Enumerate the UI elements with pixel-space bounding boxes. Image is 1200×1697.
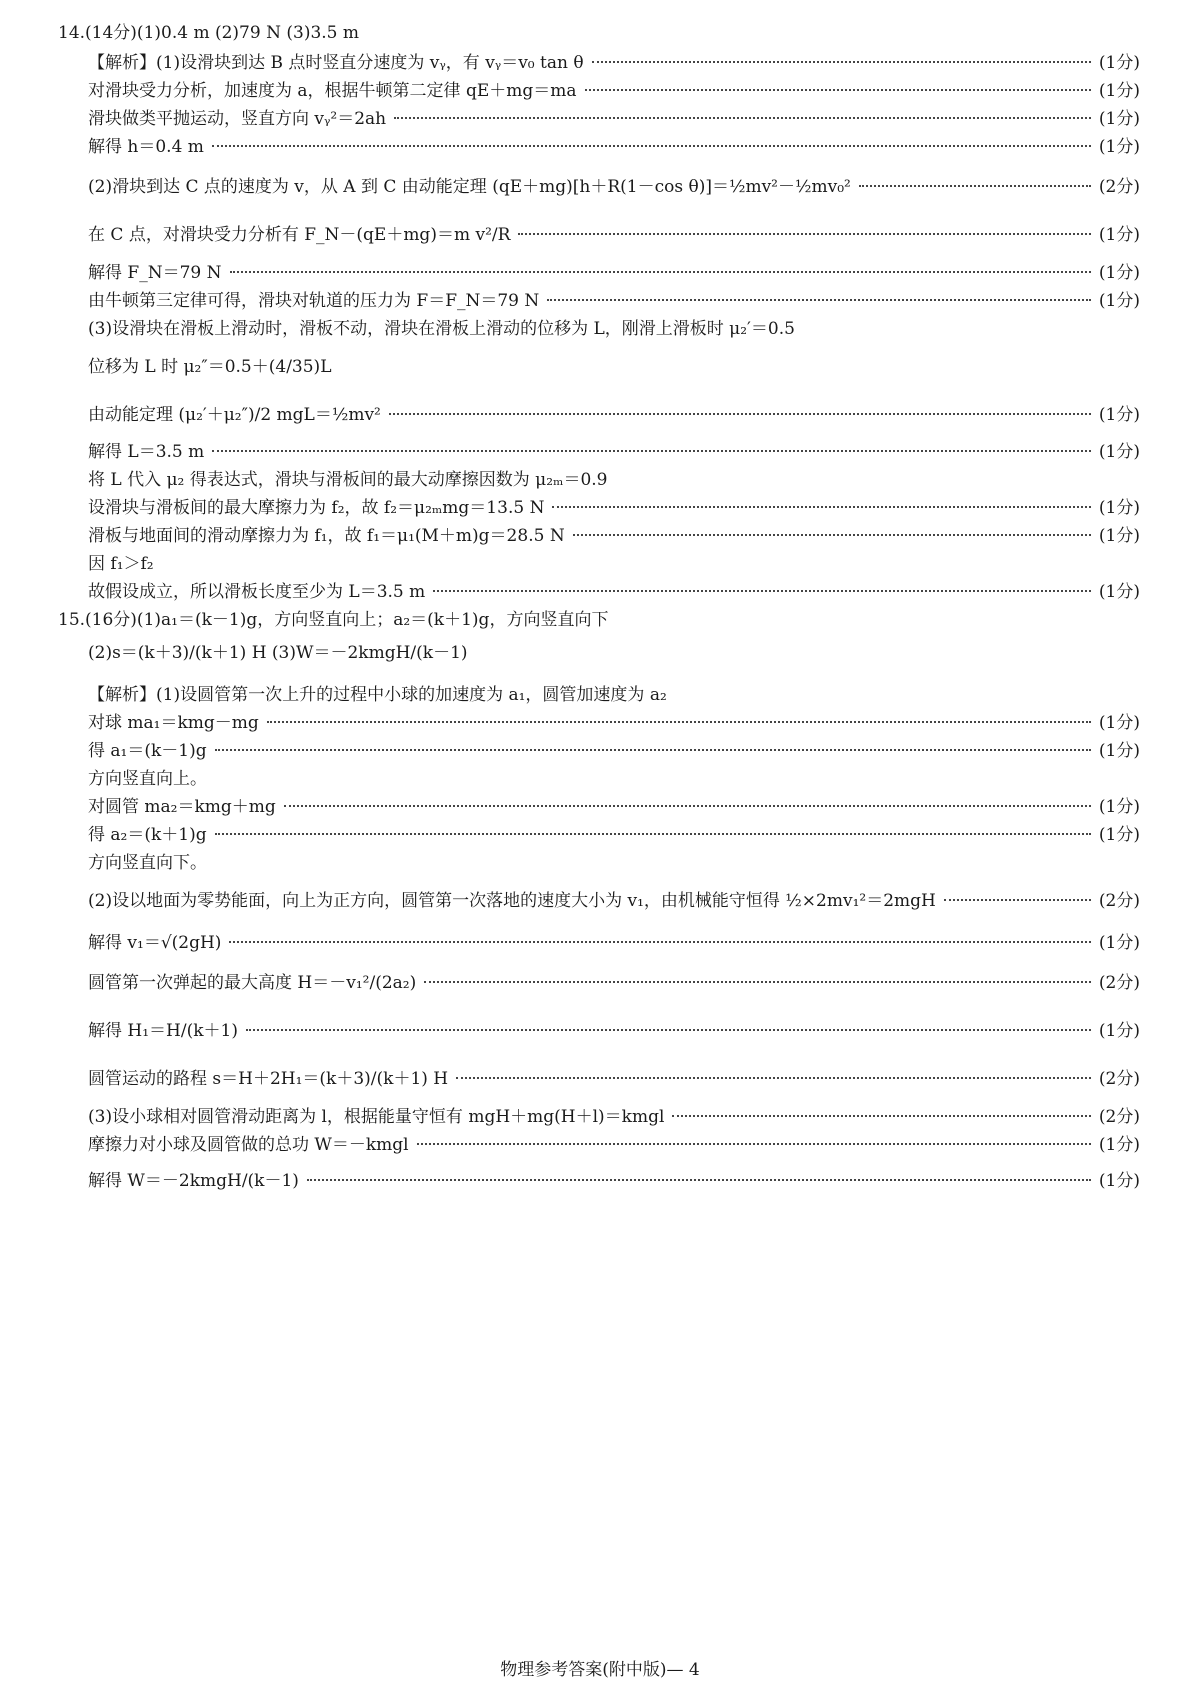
q15-line-2: 对球 ma₁＝kmg－mg (1分) [88,713,1140,733]
q14-line-11: 由动能定理 (μ₂′＋μ₂″)/2 mgL＝½mv² (1分) [88,405,1140,425]
q14-line-12: 解得 L＝3.5 m (1分) [88,442,1140,462]
q15-line-7: 方向竖直向下。 [88,853,207,873]
q14-line-4: 解得 h＝0.4 m (1分) [88,137,1140,157]
q15-line-3: 得 a₁＝(k－1)g (1分) [88,741,1140,761]
page-footer: 物理参考答案(附中版)— 4 [500,1660,700,1680]
q15-line-8: (2)设以地面为零势能面，向上为正方向，圆管第一次落地的速度大小为 v₁，由机械能守恒得 ½×2mv₁²＝2mgH (2分) [88,891,1140,911]
q14-line-6: 在 C 点，对滑块受力分析有 F_N－(qE＋mg)＝m v²/R (1分) [88,225,1140,245]
q15-header: 15.(16分)(1)a₁＝(k－1)g，方向竖直向上；a₂＝(k＋1)g，方向竖直向下 [58,610,609,630]
q15-line-6: 得 a₂＝(k＋1)g (1分) [88,825,1140,845]
q14-line-8: 由牛顿第三定律可得，滑块对轨道的压力为 F＝F_N＝79 N (1分) [88,291,1140,311]
q15-line-10: 圆管第一次弹起的最大高度 H＝－v₁²/(2a₂) (2分) [88,973,1140,993]
q14-line-5: (2)滑块到达 C 点的速度为 v，从 A 到 C 由动能定理 (qE＋mg)[h＋R(1－cos θ)]＝½mv²－½mv₀² (2分) [88,177,1140,197]
q14-line-3: 滑块做类平抛运动，竖直方向 vᵧ²＝2ah (1分) [88,109,1140,129]
q14-line-1: 【解析】(1)设滑块到达 B 点时竖直分速度为 vᵧ，有 vᵧ＝v₀ tan θ (1分) [88,53,1140,73]
q15-line-4: 方向竖直向上。 [88,769,207,789]
q15-line-9: 解得 v₁＝√(2gH) (1分) [88,933,1140,953]
q14-line-10: 位移为 L 时 μ₂″＝0.5＋(4/35)L [88,357,332,377]
q15-line-11: 解得 H₁＝H/(k＋1) (1分) [88,1021,1140,1041]
q15-line-12: 圆管运动的路程 s＝H＋2H₁＝(k＋3)/(k＋1) H (2分) [88,1069,1140,1089]
q15-line-14: 摩擦力对小球及圆管做的总功 W＝－kmgl (1分) [88,1135,1140,1155]
q15-line-5: 对圆管 ma₂＝kmg＋mg (1分) [88,797,1140,817]
q14-header: 14.(14分)(1)0.4 m (2)79 N (3)3.5 m [58,23,360,43]
q14-line-9: (3)设滑块在滑板上滑动时，滑板不动，滑块在滑板上滑动的位移为 L，刚滑上滑板时 μ₂′＝0.5 [88,319,795,339]
q15-line-15: 解得 W＝－2kmgH/(k－1) (1分) [88,1171,1140,1191]
q14-line-17: 故假设成立，所以滑板长度至少为 L＝3.5 m (1分) [88,582,1140,602]
q14-line-2: 对滑块受力分析，加速度为 a，根据牛顿第二定律 qE＋mg＝ma (1分) [88,81,1140,101]
q14-line-15: 滑板与地面间的滑动摩擦力为 f₁，故 f₁＝μ₁(M＋m)g＝28.5 N (1分) [88,526,1140,546]
q14-line-13: 将 L 代入 μ₂ 得表达式，滑块与滑板间的最大动摩擦因数为 μ₂ₘ＝0.9 [88,470,608,490]
q15-line-1: 【解析】(1)设圆管第一次上升的过程中小球的加速度为 a₁，圆管加速度为 a₂ [88,685,667,705]
q14-line-7: 解得 F_N＝79 N (1分) [88,263,1140,283]
q15-line-13: (3)设小球相对圆管滑动距离为 l，根据能量守恒有 mgH＋mg(H＋l)＝kmgl (2分) [88,1107,1140,1127]
q14-line-14: 设滑块与滑板间的最大摩擦力为 f₂，故 f₂＝μ₂ₘmg＝13.5 N (1分) [88,498,1140,518]
q14-line-16: 因 f₁＞f₂ [88,554,154,574]
q15-subheader: (2)s＝(k＋3)/(k＋1) H (3)W＝－2kmgH/(k－1) [88,643,468,663]
